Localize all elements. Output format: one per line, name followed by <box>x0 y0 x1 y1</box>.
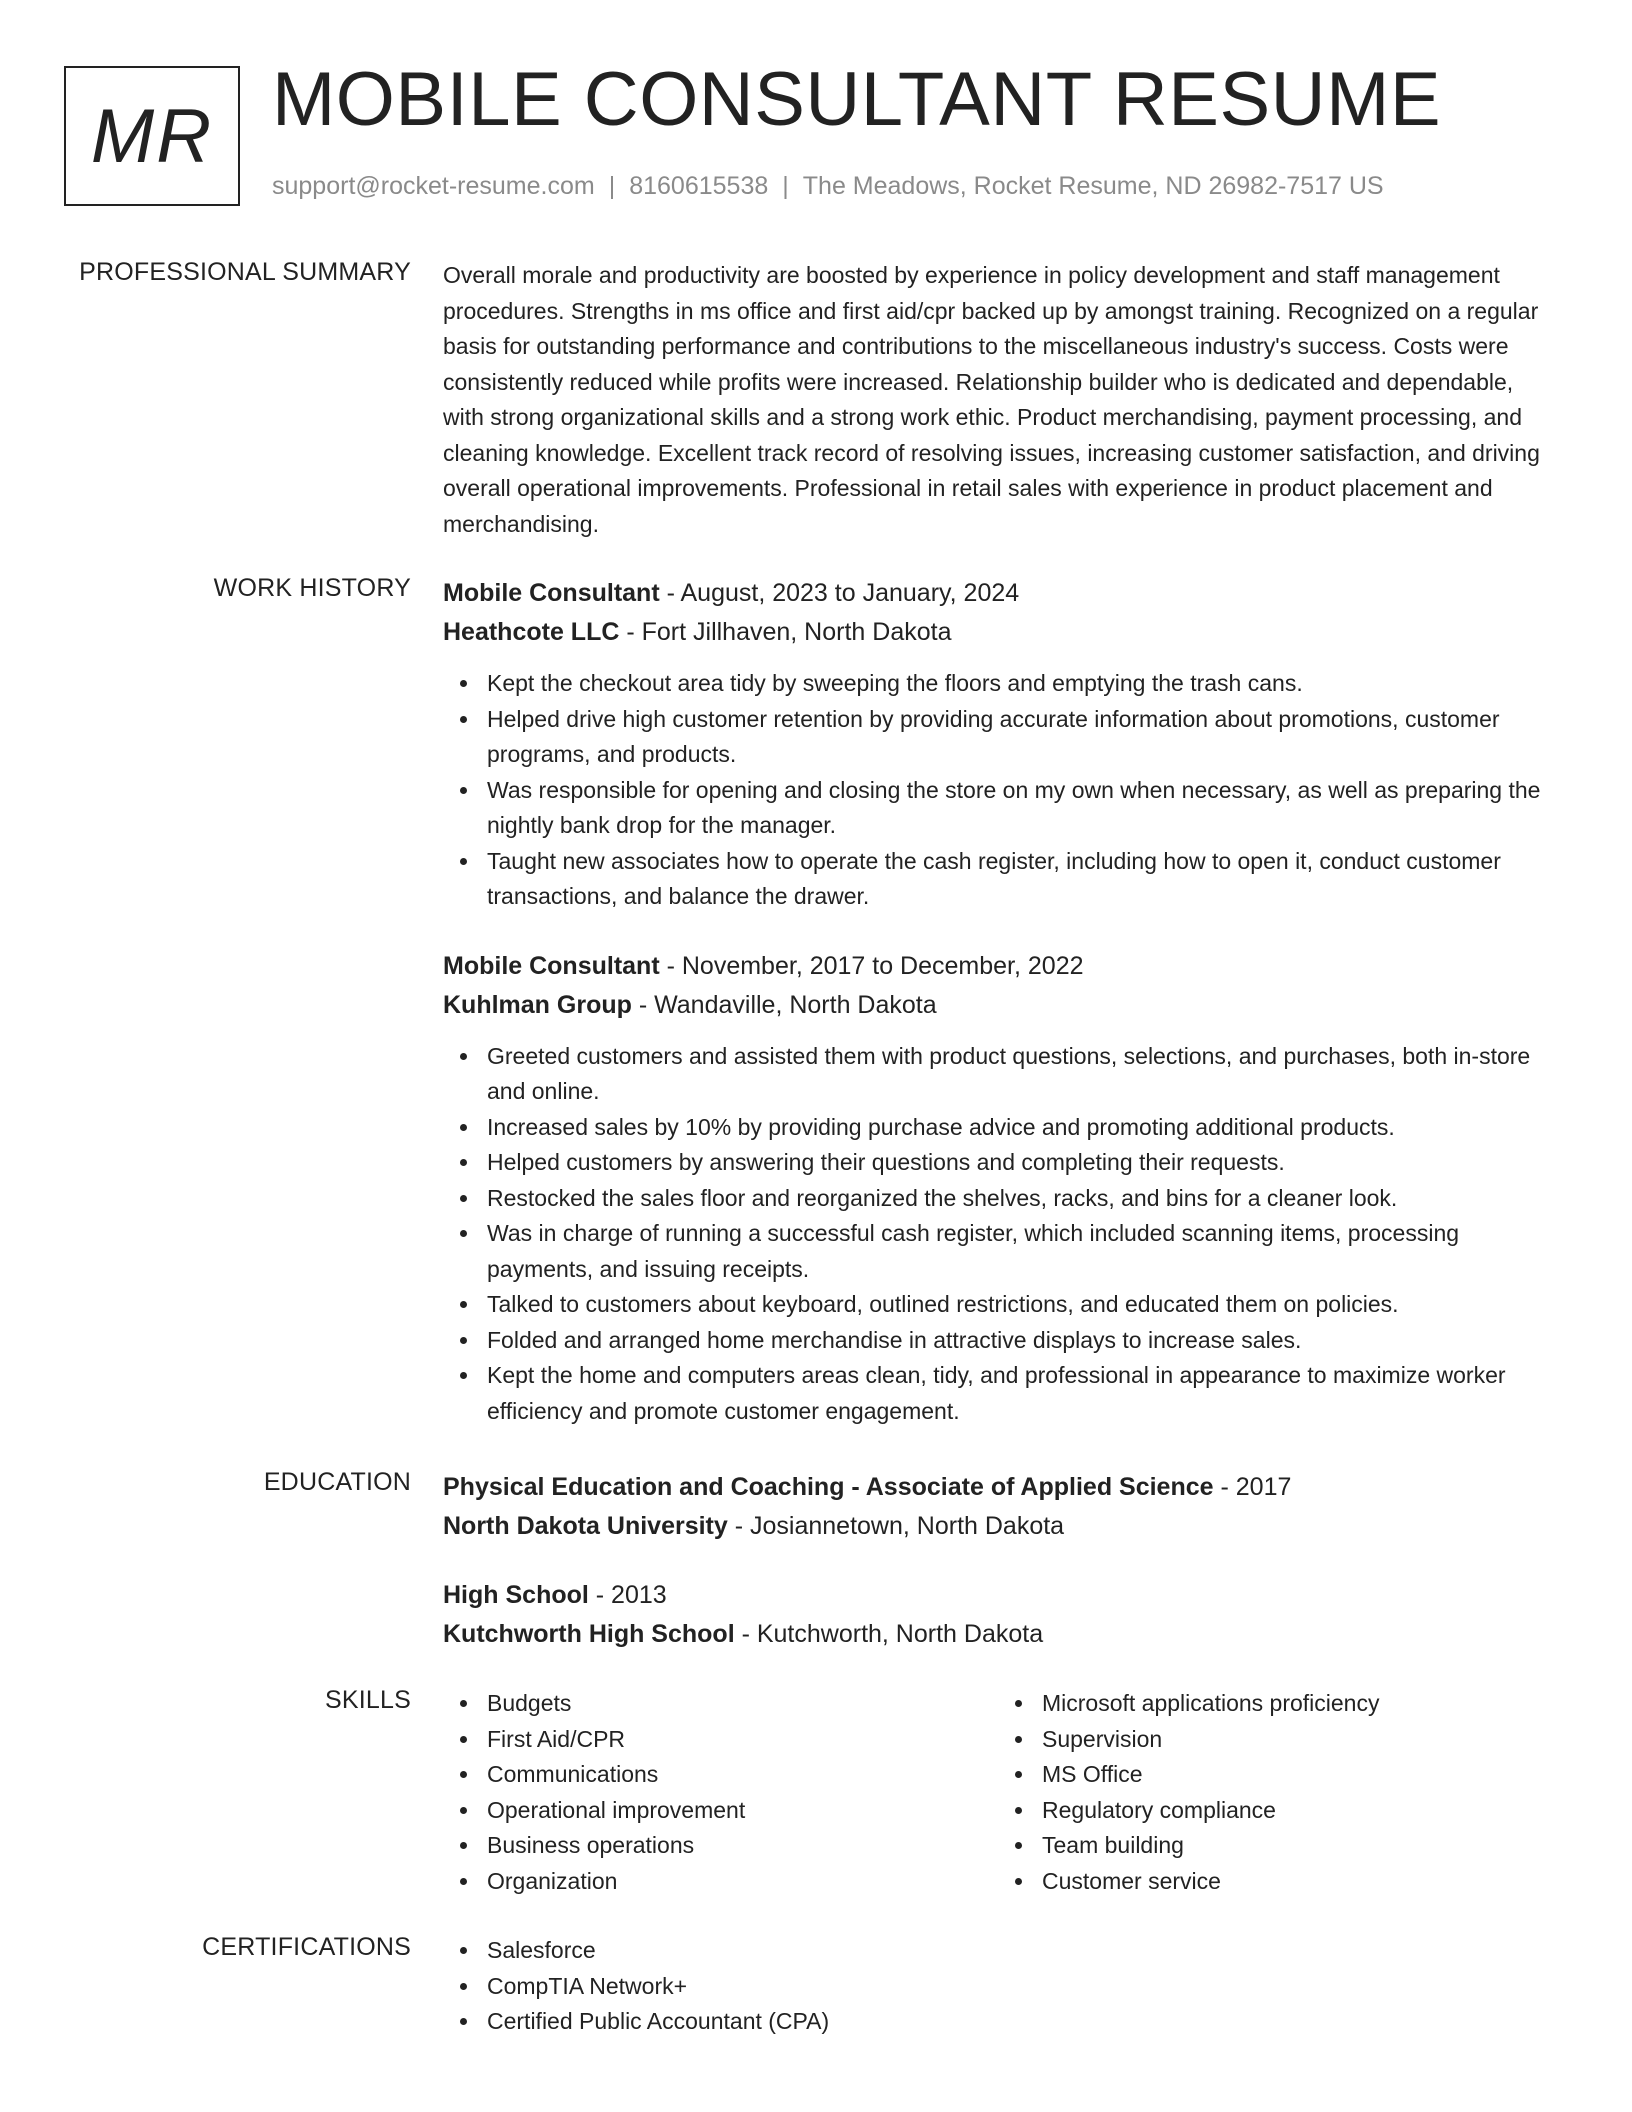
job-entry <box>443 574 1553 915</box>
work-history-body <box>443 574 1553 1429</box>
education-location: - Josiannetown, North Dakota <box>727 1512 1065 1540</box>
job-bullets <box>443 1039 1553 1430</box>
job-bullet: Was in charge of running a successful cash register, which included scanning items, processing payments, and issuing receipts. <box>487 1216 1553 1287</box>
job-title: Mobile Consultant <box>443 579 660 607</box>
summary-text: Overall morale and productivity are boosted by experience in policy development and staff management procedures. Strengths in ms office and first aid/cpr backed up by amongst training. Recognized on a regular basis for outstanding performance and contributions to the miscellaneous industry's success. Costs were consistently reduced while profits were increased. Relationship builder who is dedicated and dependable, with strong organizational skills and a strong work ethic. Product merchandising, payment processing, and cleaning knowledge. Excellent track record of resolving issues, increasing customer satisfaction, and driving overall operational improvements. Professional in retail sales with experience in product placement and merchandising. <box>443 262 1540 537</box>
skill-item: Business operations <box>487 1828 998 1864</box>
skills-list-right <box>998 1686 1553 1899</box>
skill-item: First Aid/CPR <box>487 1722 998 1758</box>
job-location: - Wandaville, North Dakota <box>631 990 937 1019</box>
job-company: Heathcote LLC <box>443 618 620 646</box>
skill-item: Organization <box>487 1864 998 1900</box>
job-company-line <box>443 613 1553 652</box>
skills-body <box>443 1686 1553 1899</box>
job-dates: - November, 2017 to December, 2022 <box>659 951 1084 980</box>
job-bullet: Helped drive high customer retention by providing accurate information about promotions, customer programs, and products. <box>487 702 1553 773</box>
skill-item: Communications <box>487 1757 998 1793</box>
certification-item: Salesforce <box>487 1933 1553 1969</box>
contact-email: support@rocket-resume.com <box>272 172 595 200</box>
skill-item: Supervision <box>1042 1722 1553 1758</box>
job-bullet: Taught new associates how to operate the cash register, including how to open it, conduct customer transactions, and balance the drawer. <box>487 844 1553 915</box>
education-body <box>443 1468 1553 1654</box>
contact-phone: 8160615538 <box>629 172 769 200</box>
job-bullet: Greeted customers and assisted them with product questions, selections, and purchases, both in-store and online. <box>487 1039 1553 1110</box>
education-school: North Dakota University <box>443 1512 728 1540</box>
skill-item: Team building <box>1042 1828 1553 1864</box>
section-heading: CERTIFICATIONS <box>202 1933 411 1961</box>
summary-body <box>443 258 1553 542</box>
job-title-line <box>443 947 1553 986</box>
job-company-line <box>443 986 1553 1025</box>
skill-item: Regulatory compliance <box>1042 1793 1553 1829</box>
job-title: Mobile Consultant <box>443 951 660 980</box>
certifications-body <box>443 1933 1553 2040</box>
monogram-logo: MR <box>64 66 240 206</box>
job-bullet: Talked to customers about keyboard, outlined restrictions, and educated them on policies. <box>487 1287 1553 1323</box>
education-school-line <box>443 1507 1553 1546</box>
section-heading: EDUCATION <box>263 1468 411 1496</box>
education-entry <box>443 1468 1553 1546</box>
job-bullet: Restocked the sales floor and reorganized the shelves, racks, and bins for a cleaner look. <box>487 1181 1553 1217</box>
section-heading: SKILLS <box>325 1686 411 1714</box>
job-company: Kuhlman Group <box>443 990 632 1019</box>
education-degree: Physical Education and Coaching - Associate of Applied Science <box>443 1473 1214 1501</box>
contact-address: The Meadows, Rocket Resume, ND 26982-7517 US <box>802 172 1384 200</box>
job-bullet: Helped customers by answering their questions and completing their requests. <box>487 1145 1553 1181</box>
section-heading: WORK HISTORY <box>213 574 411 602</box>
education-school-line <box>443 1615 1553 1654</box>
job-dates: - August, 2023 to January, 2024 <box>659 579 1020 607</box>
skill-item: Operational improvement <box>487 1793 998 1829</box>
job-bullet: Kept the checkout area tidy by sweeping the floors and emptying the trash cans. <box>487 666 1553 702</box>
contact-line <box>272 172 1384 201</box>
job-bullet: Was responsible for opening and closing the store on my own when necessary, as well as preparing the nightly bank drop for the manager. <box>487 773 1553 844</box>
contact-separator: | <box>608 172 616 200</box>
education-entry <box>443 1576 1553 1654</box>
education-degree-line <box>443 1468 1553 1507</box>
contact-separator: | <box>782 172 789 200</box>
skill-item: Microsoft applications proficiency <box>1042 1686 1553 1722</box>
resume-title: MOBILE CONSULTANT RESUME <box>272 57 1442 142</box>
certification-item: Certified Public Accountant (CPA) <box>487 2004 1553 2040</box>
education-degree-line <box>443 1576 1553 1615</box>
job-location: - Fort Jillhaven, North Dakota <box>619 618 952 646</box>
certification-item: CompTIA Network+ <box>487 1969 1553 2005</box>
education-year: - 2017 <box>1213 1473 1292 1501</box>
certifications-list <box>443 1933 1553 2040</box>
education-year: - 2013 <box>588 1581 667 1609</box>
job-bullet: Folded and arranged home merchandise in attractive displays to increase sales. <box>487 1323 1553 1359</box>
education-school: Kutchworth High School <box>443 1620 735 1648</box>
job-entry <box>443 947 1553 1430</box>
education-location: - Kutchworth, North Dakota <box>734 1620 1044 1648</box>
education-degree: High School <box>443 1581 589 1609</box>
job-bullet: Increased sales by 10% by providing purchase advice and promoting additional products. <box>487 1110 1553 1146</box>
section-heading: PROFESSIONAL SUMMARY <box>79 258 411 286</box>
job-bullets <box>443 666 1553 915</box>
skill-item: MS Office <box>1042 1757 1553 1793</box>
job-bullet: Kept the home and computers areas clean, tidy, and professional in appearance to maximize worker efficiency and promote customer engagement. <box>487 1358 1553 1429</box>
skills-list-left <box>443 1686 998 1899</box>
skill-item: Customer service <box>1042 1864 1553 1900</box>
job-title-line <box>443 574 1553 613</box>
skills-columns <box>443 1686 1553 1899</box>
skill-item: Budgets <box>487 1686 998 1722</box>
